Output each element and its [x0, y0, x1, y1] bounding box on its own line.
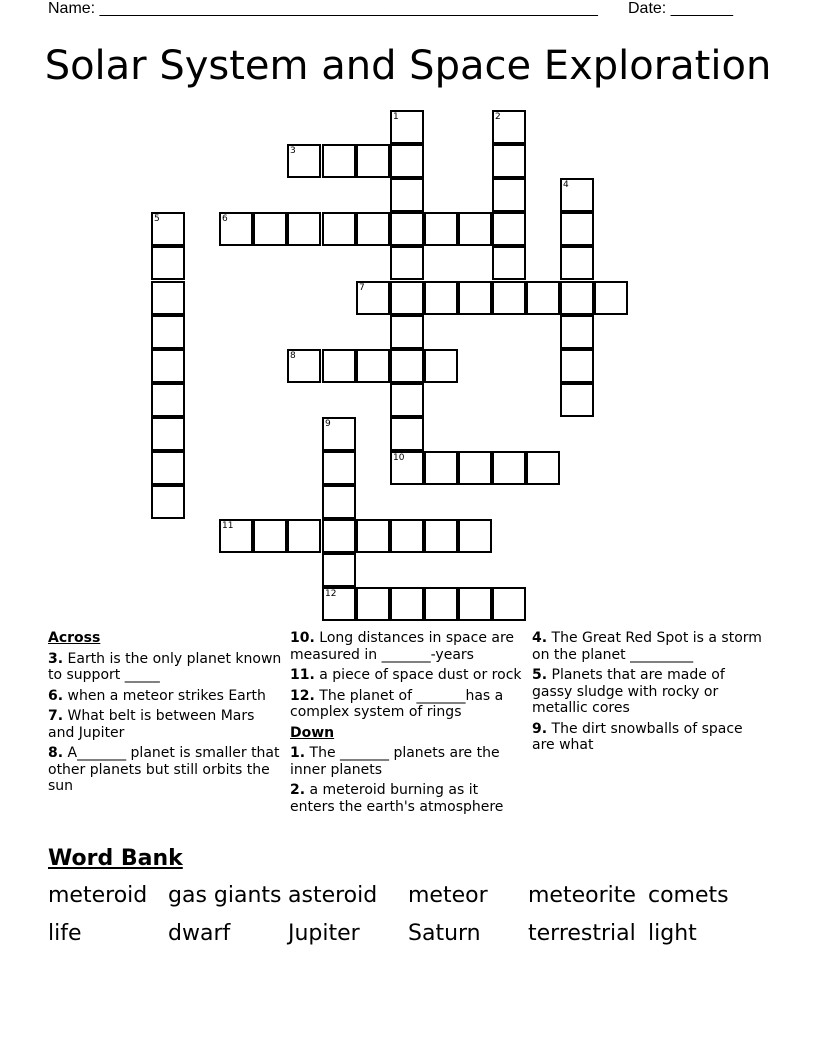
crossword-cell[interactable]: [458, 212, 492, 246]
crossword-cell[interactable]: [356, 212, 390, 246]
word-bank-word: meteorite: [528, 883, 636, 908]
cell-number: 4: [563, 180, 569, 190]
crossword-cell[interactable]: [322, 519, 356, 553]
clue-number: 6.: [48, 687, 64, 704]
crossword-cell[interactable]: [322, 485, 356, 519]
crossword-cell[interactable]: [390, 281, 424, 315]
clue-text: Planets that are made of gassy sludge with rocky or metallic cores: [532, 667, 725, 716]
crossword-cell[interactable]: [424, 212, 458, 246]
word-bank-word: terrestrial: [528, 921, 636, 946]
crossword-cell[interactable]: [390, 417, 424, 451]
clue-across-10: [290, 630, 526, 663]
crossword-cell[interactable]: [322, 587, 356, 621]
clue-text: Long distances in space are measured in _______-years: [290, 630, 515, 663]
clue-down-5: [532, 667, 768, 717]
clue-down-4: [532, 630, 768, 663]
crossword-cell[interactable]: [322, 212, 356, 246]
cell-number: 5: [154, 214, 160, 224]
crossword-cell[interactable]: [458, 281, 492, 315]
date-field[interactable]: Date: _______: [628, 0, 733, 17]
word-bank-title: Word Bank: [48, 846, 183, 871]
clue-text: What belt is between Mars and Jupiter: [48, 708, 255, 741]
crossword-cell[interactable]: [151, 315, 185, 349]
clue-number: 5.: [532, 667, 548, 683]
clue-number: 12.: [290, 687, 315, 704]
crossword-cell[interactable]: [356, 587, 390, 621]
crossword-cell[interactable]: [390, 383, 424, 417]
crossword-cell[interactable]: [390, 587, 424, 621]
clue-column-3: [532, 630, 768, 758]
crossword-cell[interactable]: [390, 212, 424, 246]
crossword-cell[interactable]: [526, 281, 560, 315]
crossword-cell[interactable]: [560, 281, 594, 315]
cell-number: 8: [290, 351, 296, 361]
crossword-cell[interactable]: [287, 519, 321, 553]
crossword-cell[interactable]: [151, 246, 185, 280]
crossword-cell[interactable]: [287, 212, 321, 246]
cell-number: 6: [222, 214, 228, 224]
word-bank-word: dwarf: [168, 921, 231, 946]
crossword-cell[interactable]: [322, 349, 356, 383]
clue-number: 8.: [48, 745, 64, 761]
cell-number: 7: [359, 283, 365, 293]
crossword-cell[interactable]: [219, 212, 253, 246]
crossword-cell[interactable]: [390, 178, 424, 212]
word-bank-word: comets: [648, 883, 729, 908]
crossword-cell[interactable]: [492, 587, 526, 621]
clue-number: 11.: [290, 667, 315, 683]
down-heading: Down: [290, 724, 335, 741]
clue-text: when a meteor strikes Earth: [67, 687, 266, 704]
crossword-cell[interactable]: [390, 110, 424, 144]
clue-across-6: [48, 688, 284, 705]
crossword-cell[interactable]: [458, 451, 492, 485]
crossword-cell[interactable]: [390, 144, 424, 178]
crossword-cell[interactable]: [356, 144, 390, 178]
crossword-cell[interactable]: [253, 212, 287, 246]
crossword-cell[interactable]: [219, 519, 253, 553]
crossword-cell[interactable]: [253, 519, 287, 553]
name-field[interactable]: Name: ________________________________________________________: [48, 0, 598, 17]
crossword-cell[interactable]: [424, 451, 458, 485]
crossword-cell[interactable]: [560, 246, 594, 280]
page-title: Solar System and Space Exploration: [44, 43, 772, 89]
clue-column-1: [48, 630, 284, 799]
crossword-cell[interactable]: [560, 383, 594, 417]
crossword-cell[interactable]: [492, 144, 526, 178]
crossword-cell[interactable]: [151, 485, 185, 519]
crossword-cell[interactable]: [287, 144, 321, 178]
crossword-cell[interactable]: [390, 246, 424, 280]
cell-number: 3: [290, 146, 296, 156]
word-bank-word: Jupiter: [288, 921, 360, 946]
crossword-cell[interactable]: [322, 553, 356, 587]
crossword-cell[interactable]: [492, 246, 526, 280]
crossword-cell[interactable]: [560, 349, 594, 383]
crossword-cell[interactable]: [458, 587, 492, 621]
clue-text: a meteroid burning as it enters the earth's atmosphere: [290, 782, 504, 815]
clue-number: 4.: [532, 630, 548, 646]
across-heading: Across: [48, 630, 101, 646]
crossword-cell[interactable]: [151, 281, 185, 315]
clue-text: a piece of space dust or rock: [319, 667, 522, 683]
clue-down-9: [532, 721, 768, 754]
crossword-cell[interactable]: [151, 451, 185, 485]
crossword-cell[interactable]: [526, 451, 560, 485]
crossword-cell[interactable]: [356, 281, 390, 315]
clue-text: The dirt snowballs of space are what: [532, 720, 743, 753]
crossword-cell[interactable]: [560, 315, 594, 349]
clue-text: The planet of _______has a complex system of rings: [290, 687, 504, 720]
clue-across-8: [48, 745, 284, 795]
crossword-cell[interactable]: [424, 349, 458, 383]
crossword-cell[interactable]: [560, 212, 594, 246]
clue-text: The _______ planets are the inner planets: [290, 745, 500, 778]
word-bank-word: life: [48, 921, 82, 946]
word-bank-word: meteroid: [48, 883, 148, 908]
clue-column-2: [290, 630, 526, 819]
crossword-cell[interactable]: [322, 451, 356, 485]
crossword-cell[interactable]: [390, 349, 424, 383]
clue-down-2: [290, 782, 526, 815]
cell-number: 1: [393, 112, 399, 122]
crossword-cell[interactable]: [424, 519, 458, 553]
crossword-cell[interactable]: [287, 349, 321, 383]
clue-text: A_______ planet is smaller that other planets but still orbits the sun: [48, 745, 280, 794]
clue-down-1: [290, 745, 526, 778]
word-bank-word: gas giants: [168, 883, 282, 908]
clue-number: 7.: [48, 708, 64, 724]
cell-number: 10: [393, 453, 405, 463]
clue-number: 3.: [48, 650, 64, 667]
crossword-cell[interactable]: [390, 451, 424, 485]
crossword-cell[interactable]: [492, 451, 526, 485]
crossword-cell[interactable]: [492, 178, 526, 212]
cell-number: 11: [222, 521, 234, 531]
crossword-cell[interactable]: [151, 349, 185, 383]
crossword-cell[interactable]: [390, 315, 424, 349]
word-bank-word: Saturn: [408, 921, 481, 946]
crossword-cell[interactable]: [492, 212, 526, 246]
crossword-cell[interactable]: [322, 417, 356, 451]
crossword-cell[interactable]: [560, 178, 594, 212]
crossword-cell[interactable]: [424, 587, 458, 621]
clue-across-7: [48, 708, 284, 741]
clue-number: 9.: [532, 720, 548, 737]
clue-text: Earth is the only planet known to support _____: [48, 650, 282, 683]
cell-number: 9: [325, 419, 331, 429]
crossword-cell[interactable]: [390, 519, 424, 553]
crossword-cell[interactable]: [492, 281, 526, 315]
clue-text: The Great Red Spot is a storm on the planet _________: [532, 630, 762, 663]
word-bank-word: asteroid: [288, 883, 378, 908]
crossword-cell[interactable]: [151, 383, 185, 417]
cell-number: 2: [495, 112, 501, 122]
clue-number: 10.: [290, 630, 315, 646]
crossword-cell[interactable]: [151, 417, 185, 451]
crossword-cell[interactable]: [356, 349, 390, 383]
crossword-cell[interactable]: [492, 110, 526, 144]
word-bank-word: meteor: [408, 883, 488, 908]
crossword-cell[interactable]: [151, 212, 185, 246]
crossword-cell[interactable]: [458, 519, 492, 553]
crossword-cell[interactable]: [356, 519, 390, 553]
clue-across-11: [290, 667, 526, 684]
cell-number: 12: [325, 589, 337, 599]
crossword-cell[interactable]: [594, 281, 628, 315]
word-bank-word: light: [648, 921, 697, 946]
clue-across-3: [48, 651, 284, 684]
crossword-cell[interactable]: [424, 281, 458, 315]
clue-across-12: [290, 688, 526, 721]
crossword-cell[interactable]: [322, 144, 356, 178]
clue-number: 1.: [290, 745, 306, 761]
clue-number: 2.: [290, 782, 306, 798]
